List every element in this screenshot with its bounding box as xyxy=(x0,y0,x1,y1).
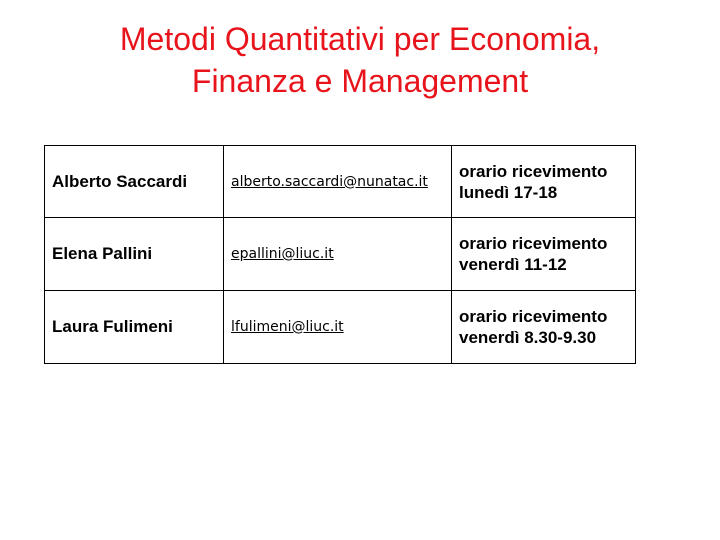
email-link[interactable]: lfulimeni@liuc.it xyxy=(231,319,344,335)
office-hours-label: orario ricevimento xyxy=(459,161,608,181)
table-row xyxy=(45,146,636,218)
office-hours-label: orario ricevimento xyxy=(459,307,608,326)
office-hours xyxy=(452,218,636,291)
contact-email-cell xyxy=(224,218,452,291)
office-hours-time: venerdì 8.30-9.30 xyxy=(459,328,597,347)
contact-name: Alberto Saccardi xyxy=(45,146,224,218)
contacts-table xyxy=(44,145,636,364)
contact-name: Elena Pallini xyxy=(45,218,224,291)
table-row xyxy=(45,291,636,364)
contact-email-cell xyxy=(224,291,452,364)
office-hours xyxy=(452,146,636,218)
table-row xyxy=(45,218,636,291)
office-hours-time: venerdì 11-12 xyxy=(459,255,567,274)
email-link[interactable]: alberto.saccardi@nunatac.it xyxy=(231,173,428,190)
office-hours xyxy=(452,291,636,364)
page-title-line-2: Finanza e Management xyxy=(191,63,529,99)
email-link[interactable]: epallini@liuc.it xyxy=(231,246,334,262)
contact-email-cell xyxy=(224,146,452,218)
page-title xyxy=(0,18,720,102)
page-title-line-1: Metodi Quantitativi per Economia, xyxy=(119,21,601,57)
office-hours-time: lunedì 17-18 xyxy=(459,182,558,202)
office-hours-label: orario ricevimento xyxy=(459,234,608,253)
contact-name: Laura Fulimeni xyxy=(45,291,224,364)
